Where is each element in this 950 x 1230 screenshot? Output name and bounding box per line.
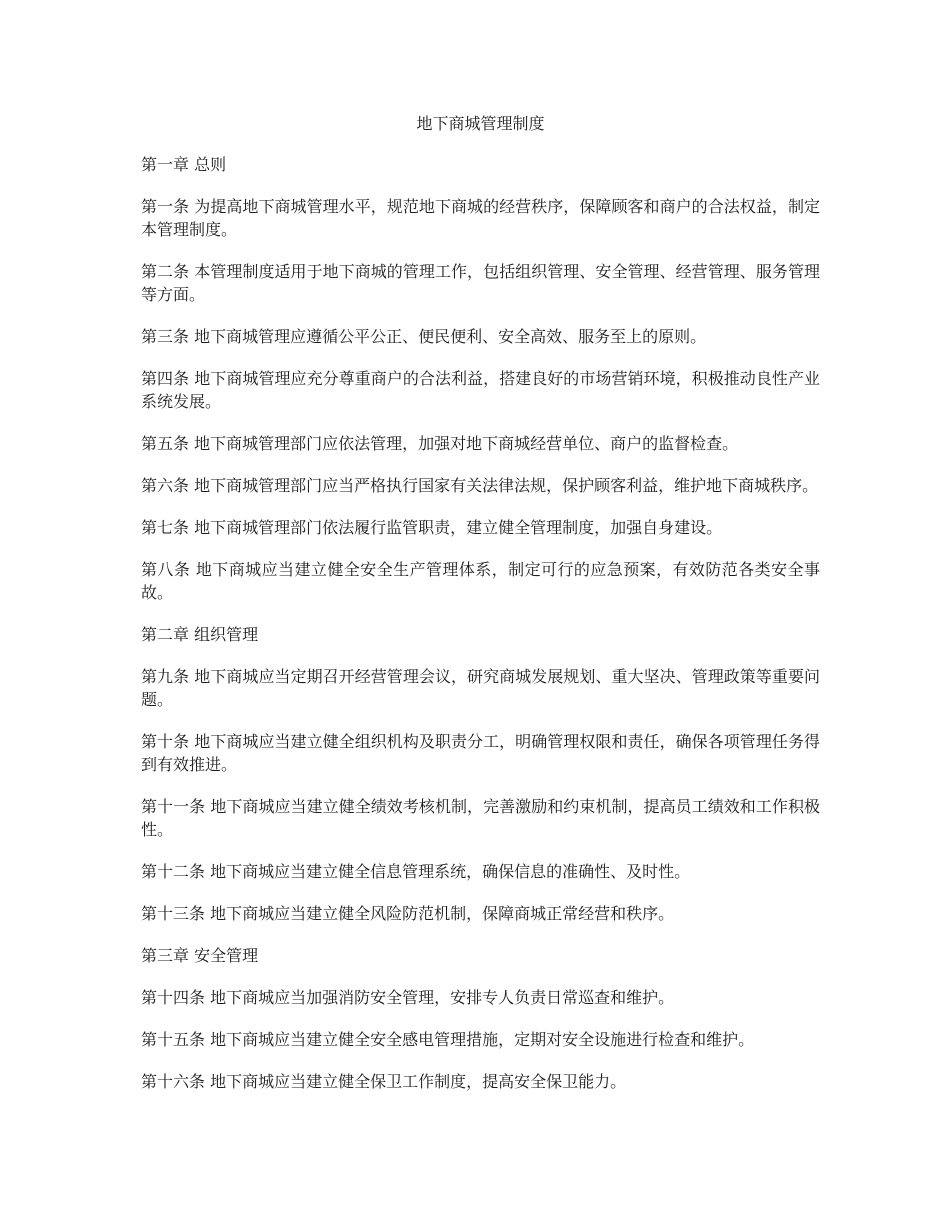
article-paragraph: 第十一条 地下商城应当建立健全绩效考核机制，完善激励和约束机制，提高员工绩效和工作积极性。	[141, 797, 820, 839]
article-paragraph: 第八条 地下商城应当建立健全安全生产管理体系，制定可行的应急预案，有效防范各类安全事故。	[141, 560, 820, 602]
article-paragraph: 第四条 地下商城管理应充分尊重商户的合法利益，搭建良好的市场营销环境，积极推动良性产业系统发展。	[141, 369, 820, 411]
chapter-heading: 第三章 安全管理	[141, 946, 259, 965]
article-paragraph: 第十三条 地下商城应当建立健全风险防范机制，保障商城正常经营和秩序。	[141, 904, 675, 923]
article-paragraph: 第十六条 地下商城应当建立健全保卫工作制度，提高安全保卫能力。	[141, 1072, 627, 1091]
chapter-heading: 第二章 组织管理	[141, 625, 259, 644]
chapter-heading: 第一章 总则	[141, 155, 227, 174]
article-paragraph: 第二条 本管理制度适用于地下商城的管理工作，包括组织管理、安全管理、经营管理、服务管理等方面。	[141, 262, 820, 304]
article-paragraph: 第十五条 地下商城应当建立健全安全感电管理措施，定期对安全设施进行检查和维护。	[141, 1030, 755, 1049]
document-title: 地下商城管理制度	[416, 114, 545, 133]
article-paragraph: 第十二条 地下商城应当建立健全信息管理系统，确保信息的准确性、及时性。	[141, 862, 691, 881]
article-paragraph: 第三条 地下商城管理应遵循公平公正、便民便利、安全高效、服务至上的原则。	[141, 327, 707, 346]
article-paragraph: 第七条 地下商城管理部门依法履行监管职责，建立健全管理制度，加强自身建设。	[141, 518, 723, 537]
article-paragraph: 第一条 为提高地下商城管理水平，规范地下商城的经营秩序，保障顾客和商户的合法权益，制定本管理制度。	[141, 197, 820, 239]
article-paragraph: 第十条 地下商城应当建立健全组织机构及职责分工，明确管理权限和责任，确保各项管理任务得到有效推进。	[141, 732, 820, 774]
article-paragraph: 第六条 地下商城管理部门应当严格执行国家有关法律法规，保护顾客利益，维护地下商城秩序。	[141, 476, 819, 495]
article-paragraph: 第十四条 地下商城应当加强消防安全管理，安排专人负责日常巡查和维护。	[141, 988, 675, 1007]
article-paragraph: 第九条 地下商城应当定期召开经营管理会议，研究商城发展规划、重大坚决、管理政策等重要问题。	[141, 667, 820, 709]
article-paragraph: 第五条 地下商城管理部门应依法管理，加强对地下商城经营单位、商户的监督检查。	[141, 434, 739, 453]
